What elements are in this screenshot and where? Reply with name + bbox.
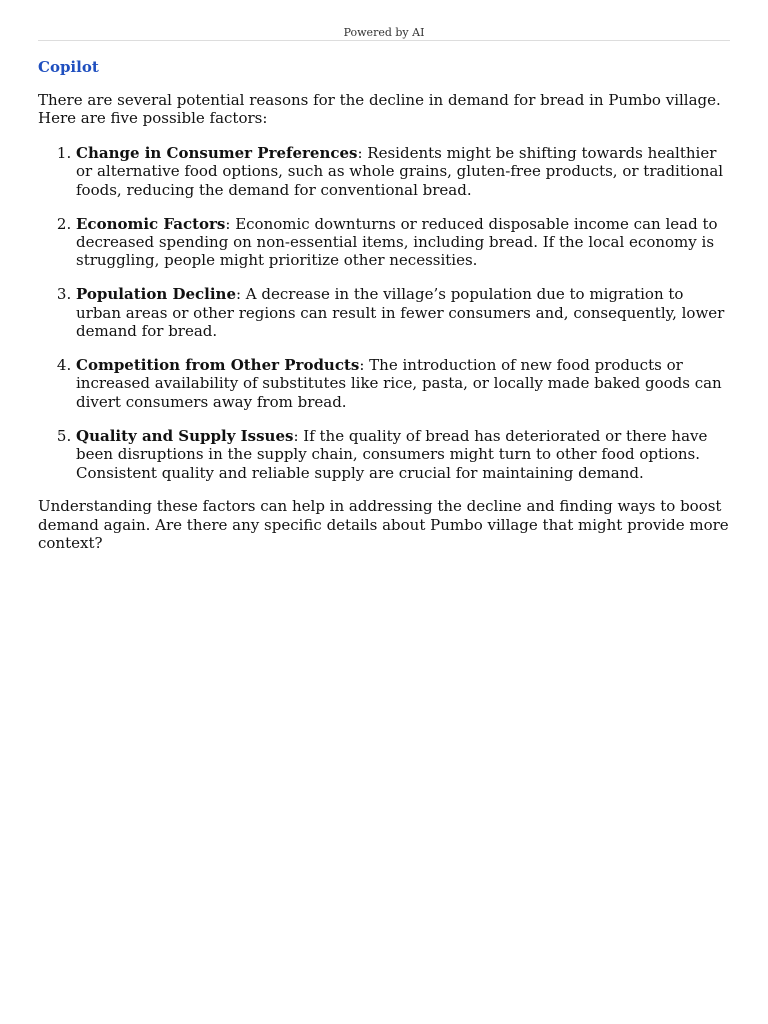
list-item [76, 356, 730, 411]
factor-title: Change in Consumer Preferences [76, 143, 358, 162]
list-item [76, 427, 730, 482]
factor-text: : Economic downturns or reduced disposable income can lead to decreased spending on non-essential items, including bread. If the local economy is struggling, people might prioritize other necessities. [76, 214, 718, 270]
message-intro: There are several potential reasons for the decline in demand for bread in Pumbo village. Here are five possible factors: [38, 91, 721, 128]
factor-text: : The introduction of new food products or increased availability of substitutes like rice, pasta, or locally made baked goods can divert consumers away from bread. [76, 355, 722, 411]
factor-title: Quality and Supply Issues [76, 426, 294, 445]
factor-text: : Residents might be shifting towards healthier or alternative food options, such as whole grains, gluten-free products, or traditional foods, reducing the demand for conventional bread. [76, 143, 724, 199]
factor-title: Population Decline [76, 285, 236, 304]
list-item [76, 215, 730, 270]
message-outro: Understanding these factors can help in addressing the decline and finding ways to boost demand again. Are there any specific details about Pumbo village that might provide more context? [38, 497, 729, 553]
factor-list [38, 144, 730, 482]
sender-name: Copilot [38, 58, 99, 76]
powered-by-header [38, 0, 730, 41]
factor-title: Economic Factors [76, 214, 226, 233]
assistant-message [38, 91, 730, 553]
factor-title: Competition from Other Products [76, 355, 360, 374]
list-item [76, 144, 730, 199]
powered-by-label: Powered by AI [343, 26, 425, 39]
factor-text: : If the quality of bread has deteriorated or there have been disruptions in the supply chain, consumers might turn to other food options. Consistent quality and reliable supply are crucial for maintaining demand. [76, 426, 708, 482]
factor-text: : A decrease in the village’s population due to migration to urban areas or other regions can result in fewer consumers and, consequently, lower demand for bread. [76, 285, 725, 341]
list-item [76, 285, 730, 340]
